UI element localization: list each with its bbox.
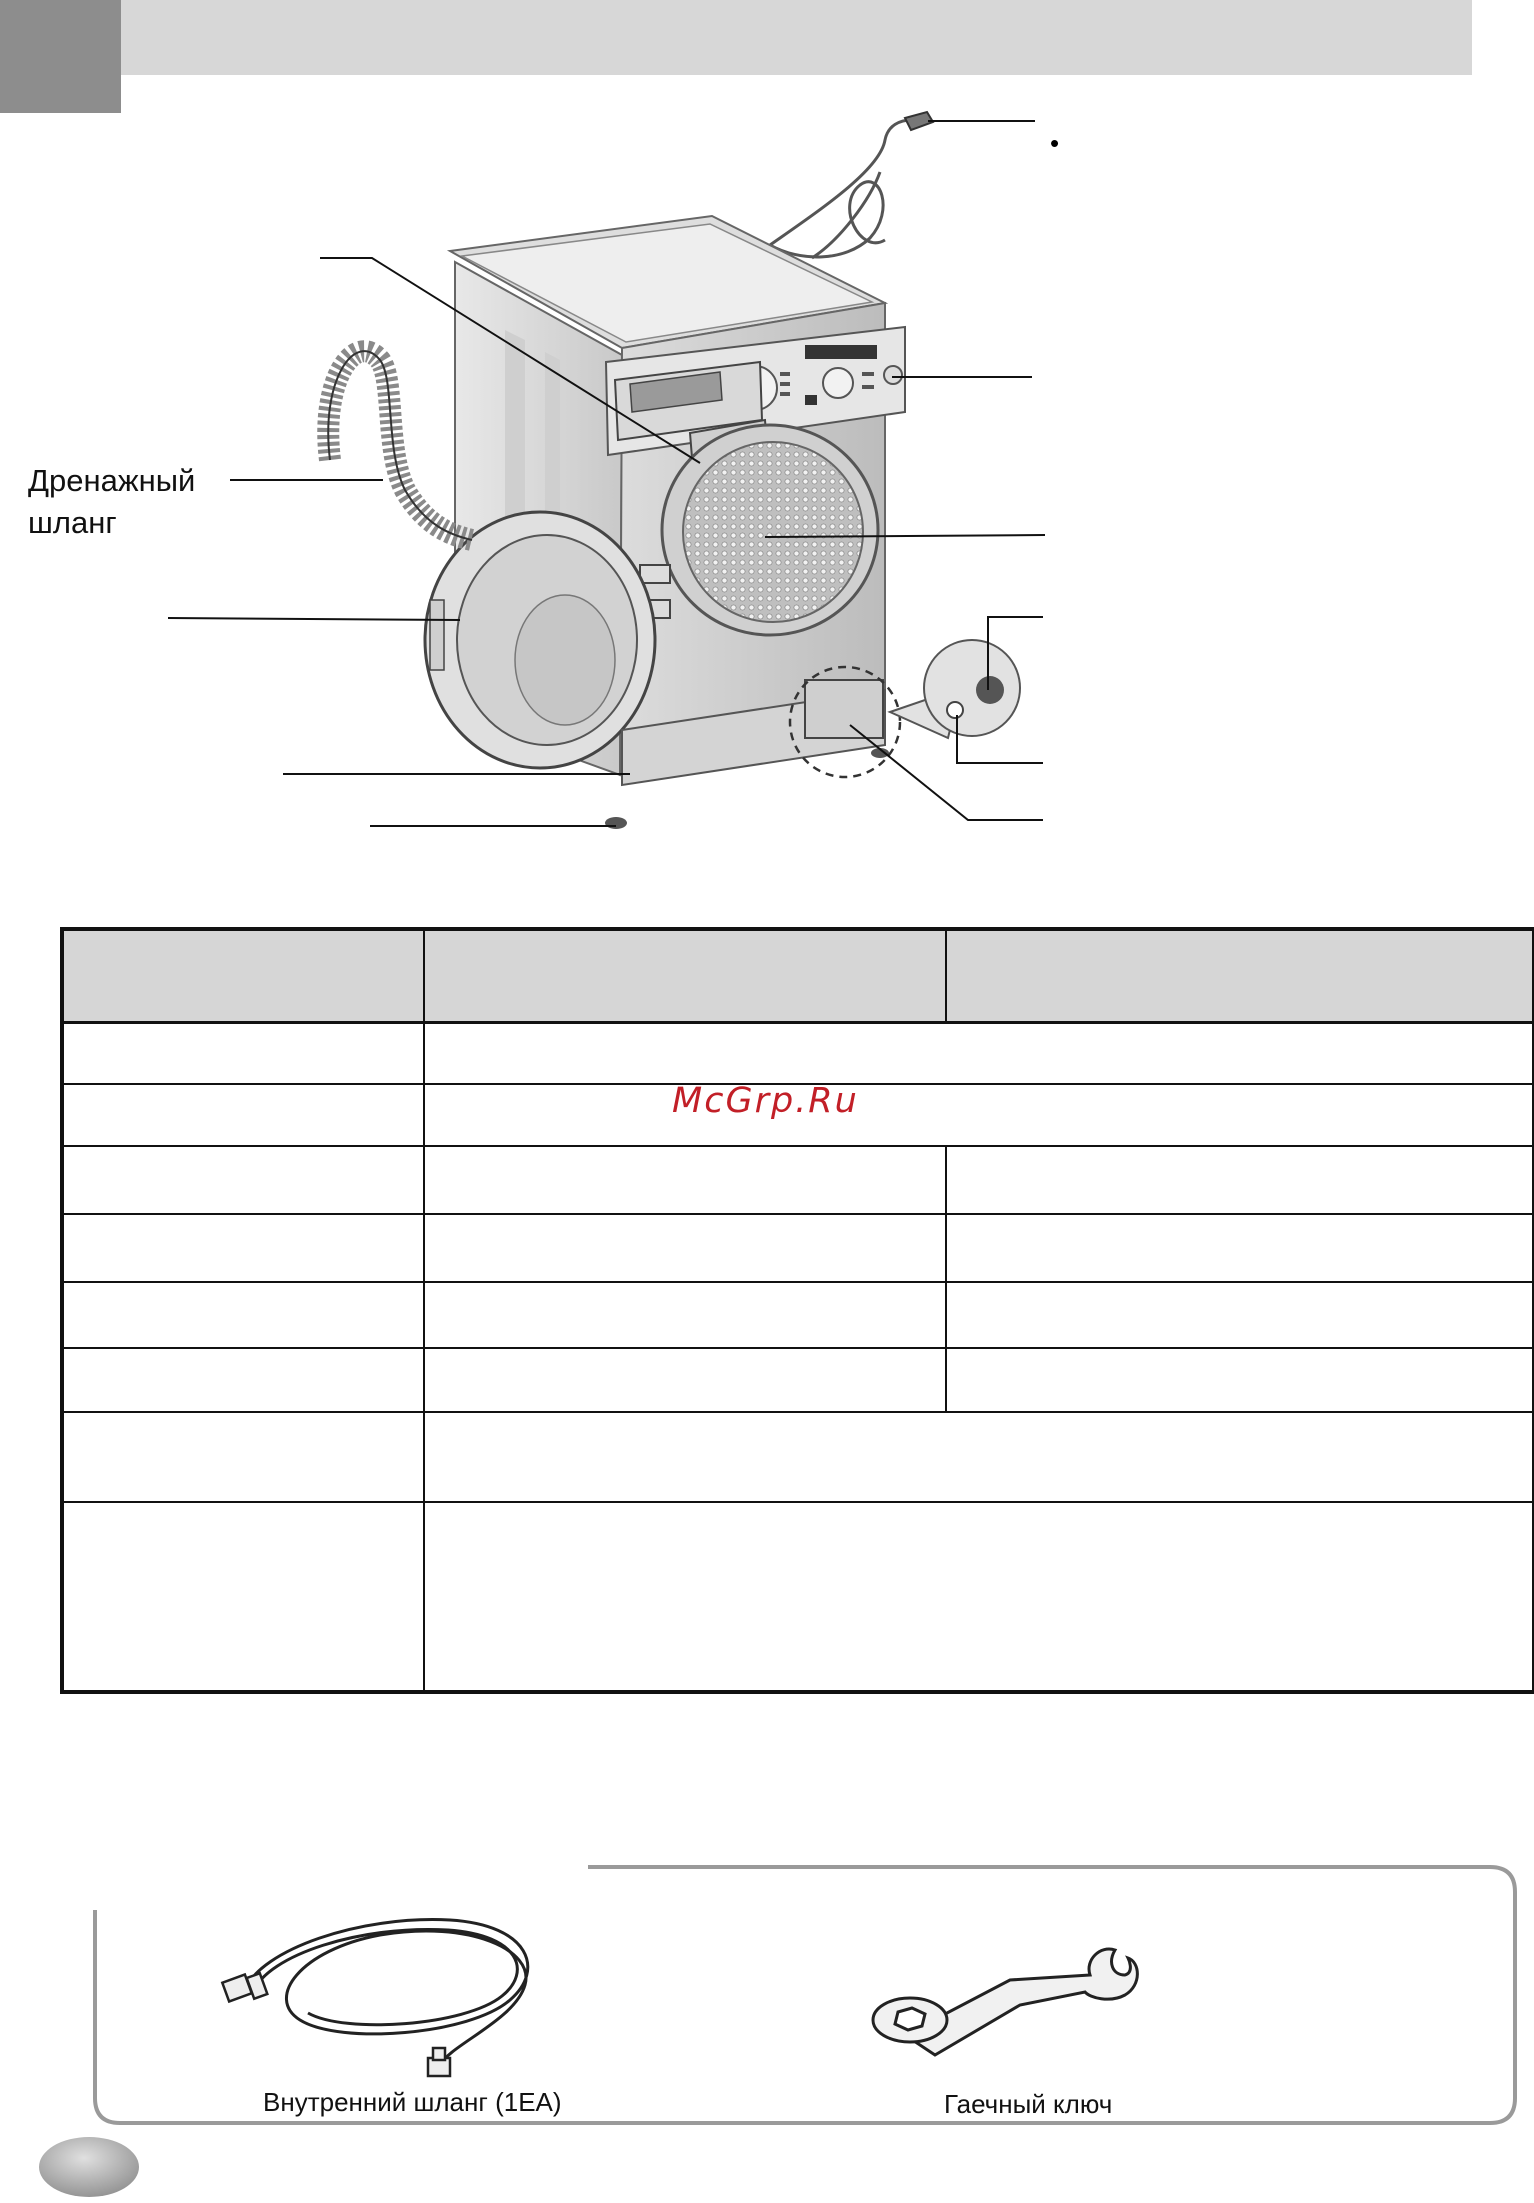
plug-marker: •	[1050, 128, 1060, 158]
table-cell	[424, 1022, 1534, 1084]
wrench-label: Гаечный ключ	[944, 2089, 1113, 2119]
drain-hose-label-line2: шланг	[28, 505, 117, 540]
table-cell	[62, 1214, 424, 1282]
table-cell	[424, 1146, 946, 1214]
drain-hose-label	[28, 460, 195, 544]
drain-hose	[328, 351, 472, 540]
table-cell	[424, 1282, 946, 1348]
table-row	[62, 1502, 1534, 1692]
table-cell	[946, 1348, 1534, 1412]
table-cell	[946, 929, 1534, 1022]
power-cord	[770, 120, 912, 258]
watermark: McGrp.Ru	[672, 1081, 859, 1121]
table-row	[62, 1282, 1534, 1348]
hose-fitting-icons	[222, 1973, 450, 2076]
table-row	[62, 1146, 1534, 1214]
table-cell	[62, 929, 424, 1022]
table-cell	[62, 1084, 424, 1146]
specification-table	[60, 927, 1534, 1694]
table-cell	[62, 1502, 424, 1692]
page-number-oval	[38, 2133, 140, 2197]
header-bar	[121, 0, 1472, 75]
table-cell	[946, 1214, 1534, 1282]
table-cell	[62, 1282, 424, 1348]
table-cell	[946, 1282, 1534, 1348]
table-cell	[424, 1084, 1534, 1146]
corner-block	[0, 0, 121, 113]
inlet-hose-icon	[245, 1920, 528, 2065]
table-row	[62, 1022, 1534, 1084]
table-cell	[424, 929, 946, 1022]
table-cell	[424, 1412, 1534, 1502]
table-cell	[424, 1214, 946, 1282]
table-row	[62, 1348, 1534, 1412]
table-cell	[62, 1146, 424, 1214]
table-cell	[424, 1348, 946, 1412]
wrench-icon	[873, 1949, 1137, 2055]
table-cell	[62, 1412, 424, 1502]
table-cell	[62, 1022, 424, 1084]
table-cell	[946, 1146, 1534, 1214]
table-row	[62, 1412, 1534, 1502]
table-row	[62, 929, 1534, 1022]
table-row	[62, 1214, 1534, 1282]
table-cell	[62, 1348, 424, 1412]
table-cell	[424, 1502, 1534, 1692]
drain-hose-label-line1: Дренажный	[28, 463, 196, 498]
inlet-hose-label: Внутренний шланг (1EA)	[263, 2087, 562, 2117]
